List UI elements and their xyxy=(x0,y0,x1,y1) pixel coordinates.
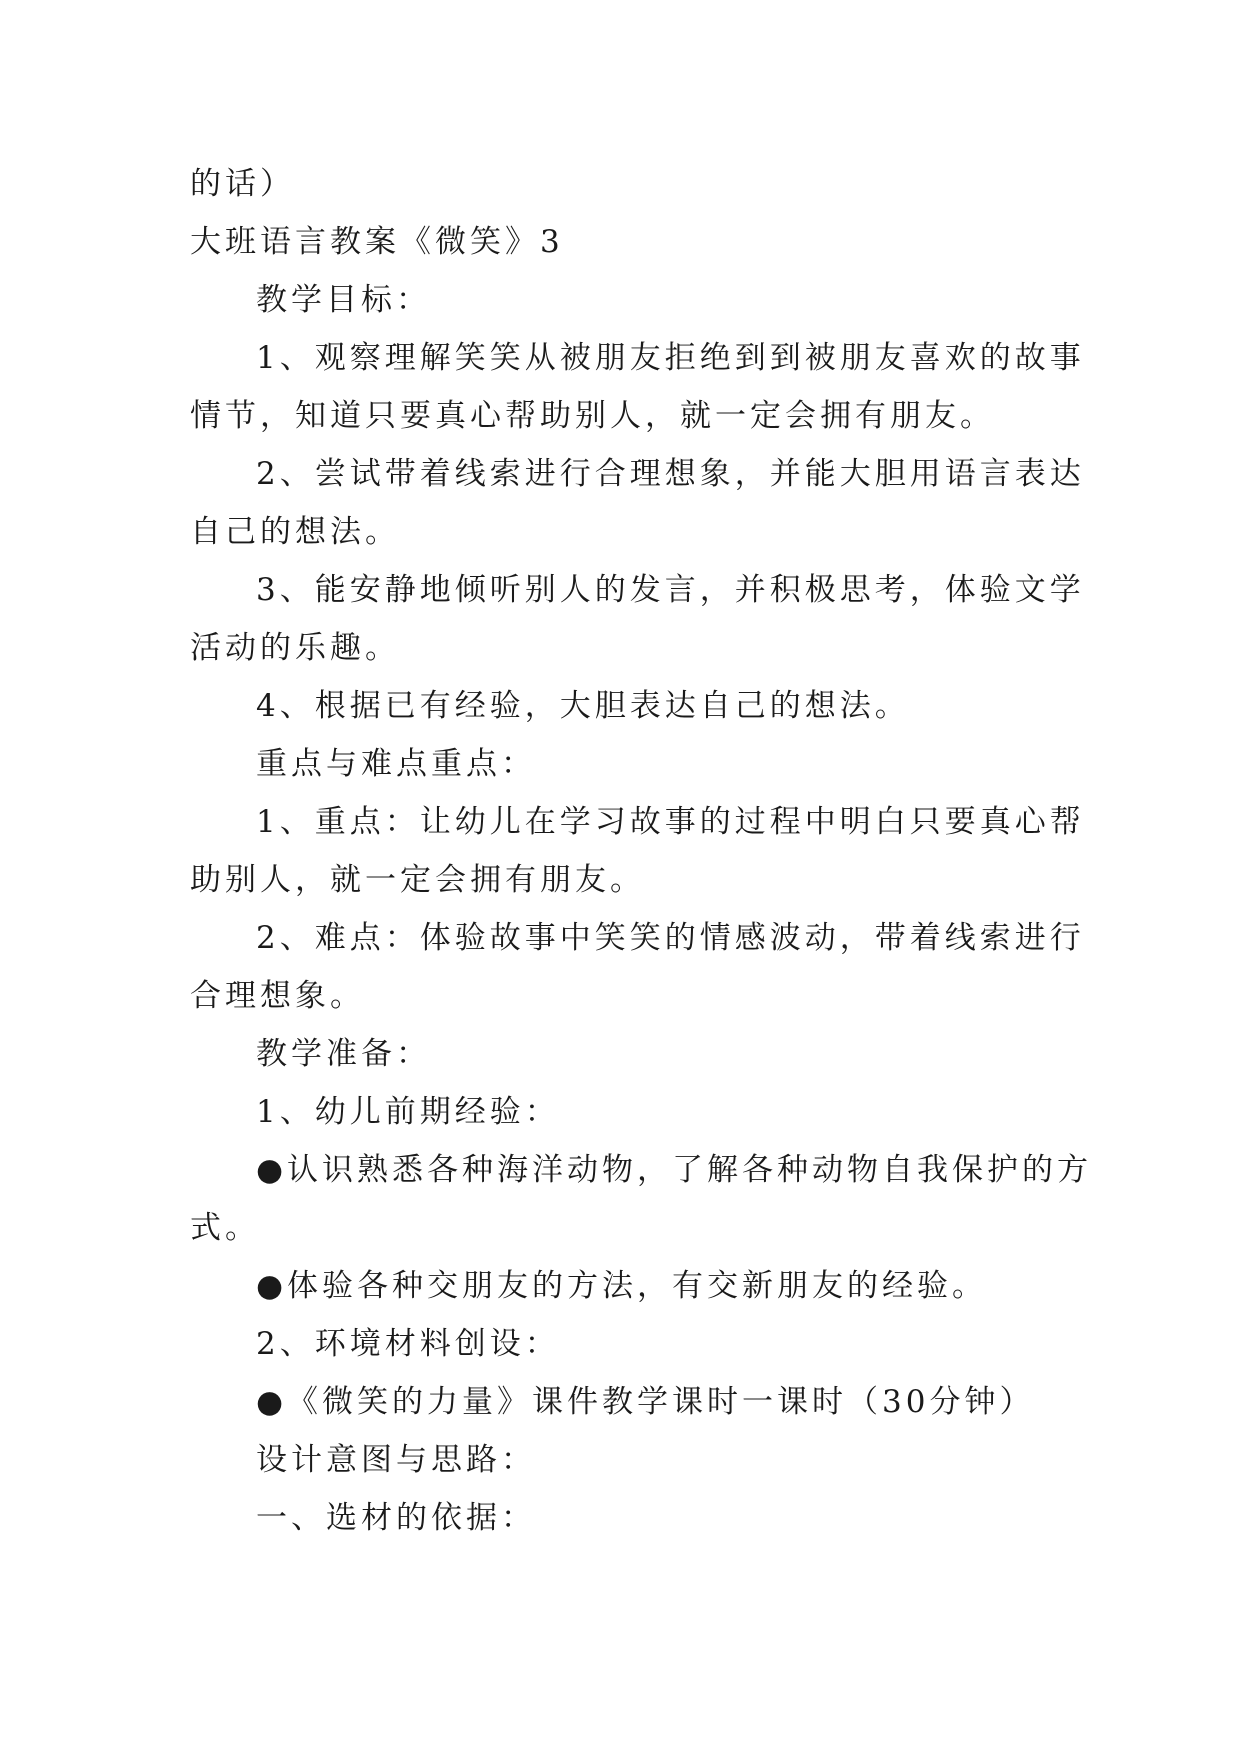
text-line: 助别人，就一定会拥有朋友。 xyxy=(190,862,645,898)
text-line: 2、环境材料创设： xyxy=(256,1326,560,1362)
heading-teaching-goals: 教学目标： xyxy=(256,282,431,318)
text-line: 2、尝试带着线索进行合理想象，并能大胆用语言表达 xyxy=(256,456,1085,492)
text-line: 1、幼儿前期经验： xyxy=(256,1094,560,1130)
text-line: 的话） xyxy=(190,166,295,202)
text-line: 4、根据已有经验，大胆表达自己的想法。 xyxy=(256,688,910,724)
text-line: 情节，知道只要真心帮助别人，就一定会拥有朋友。 xyxy=(190,398,995,434)
bullet-item: ●认识熟悉各种海洋动物，了解各种动物自我保护的方 xyxy=(256,1152,1093,1188)
text-line: 自己的想法。 xyxy=(190,514,400,550)
text-line: 活动的乐趣。 xyxy=(190,630,400,666)
bullet-item: ●体验各种交朋友的方法，有交新朋友的经验。 xyxy=(256,1268,988,1304)
text-line: 合理想象。 xyxy=(190,978,365,1014)
heading-teaching-preparation: 教学准备： xyxy=(256,1036,431,1072)
text-line: 1、重点：让幼儿在学习故事的过程中明白只要真心帮 xyxy=(256,804,1085,840)
text-line: 2、难点：体验故事中笑笑的情感波动，带着线索进行 xyxy=(256,920,1085,956)
text-line: 1、观察理解笑笑从被朋友拒绝到到被朋友喜欢的故事 xyxy=(256,340,1085,376)
text-line: 式。 xyxy=(190,1210,260,1246)
heading-material-basis: 一、选材的依据： xyxy=(256,1500,536,1536)
bullet-item: ●《微笑的力量》课件教学课时一课时（30分钟） xyxy=(256,1384,1035,1420)
heading-key-points: 重点与难点重点： xyxy=(256,746,536,782)
heading-design-intent: 设计意图与思路： xyxy=(256,1442,536,1478)
text-line: 3、能安静地倾听别人的发言，并积极思考，体验文学 xyxy=(256,572,1085,608)
section-title: 大班语言教案《微笑》3 xyxy=(190,224,564,260)
